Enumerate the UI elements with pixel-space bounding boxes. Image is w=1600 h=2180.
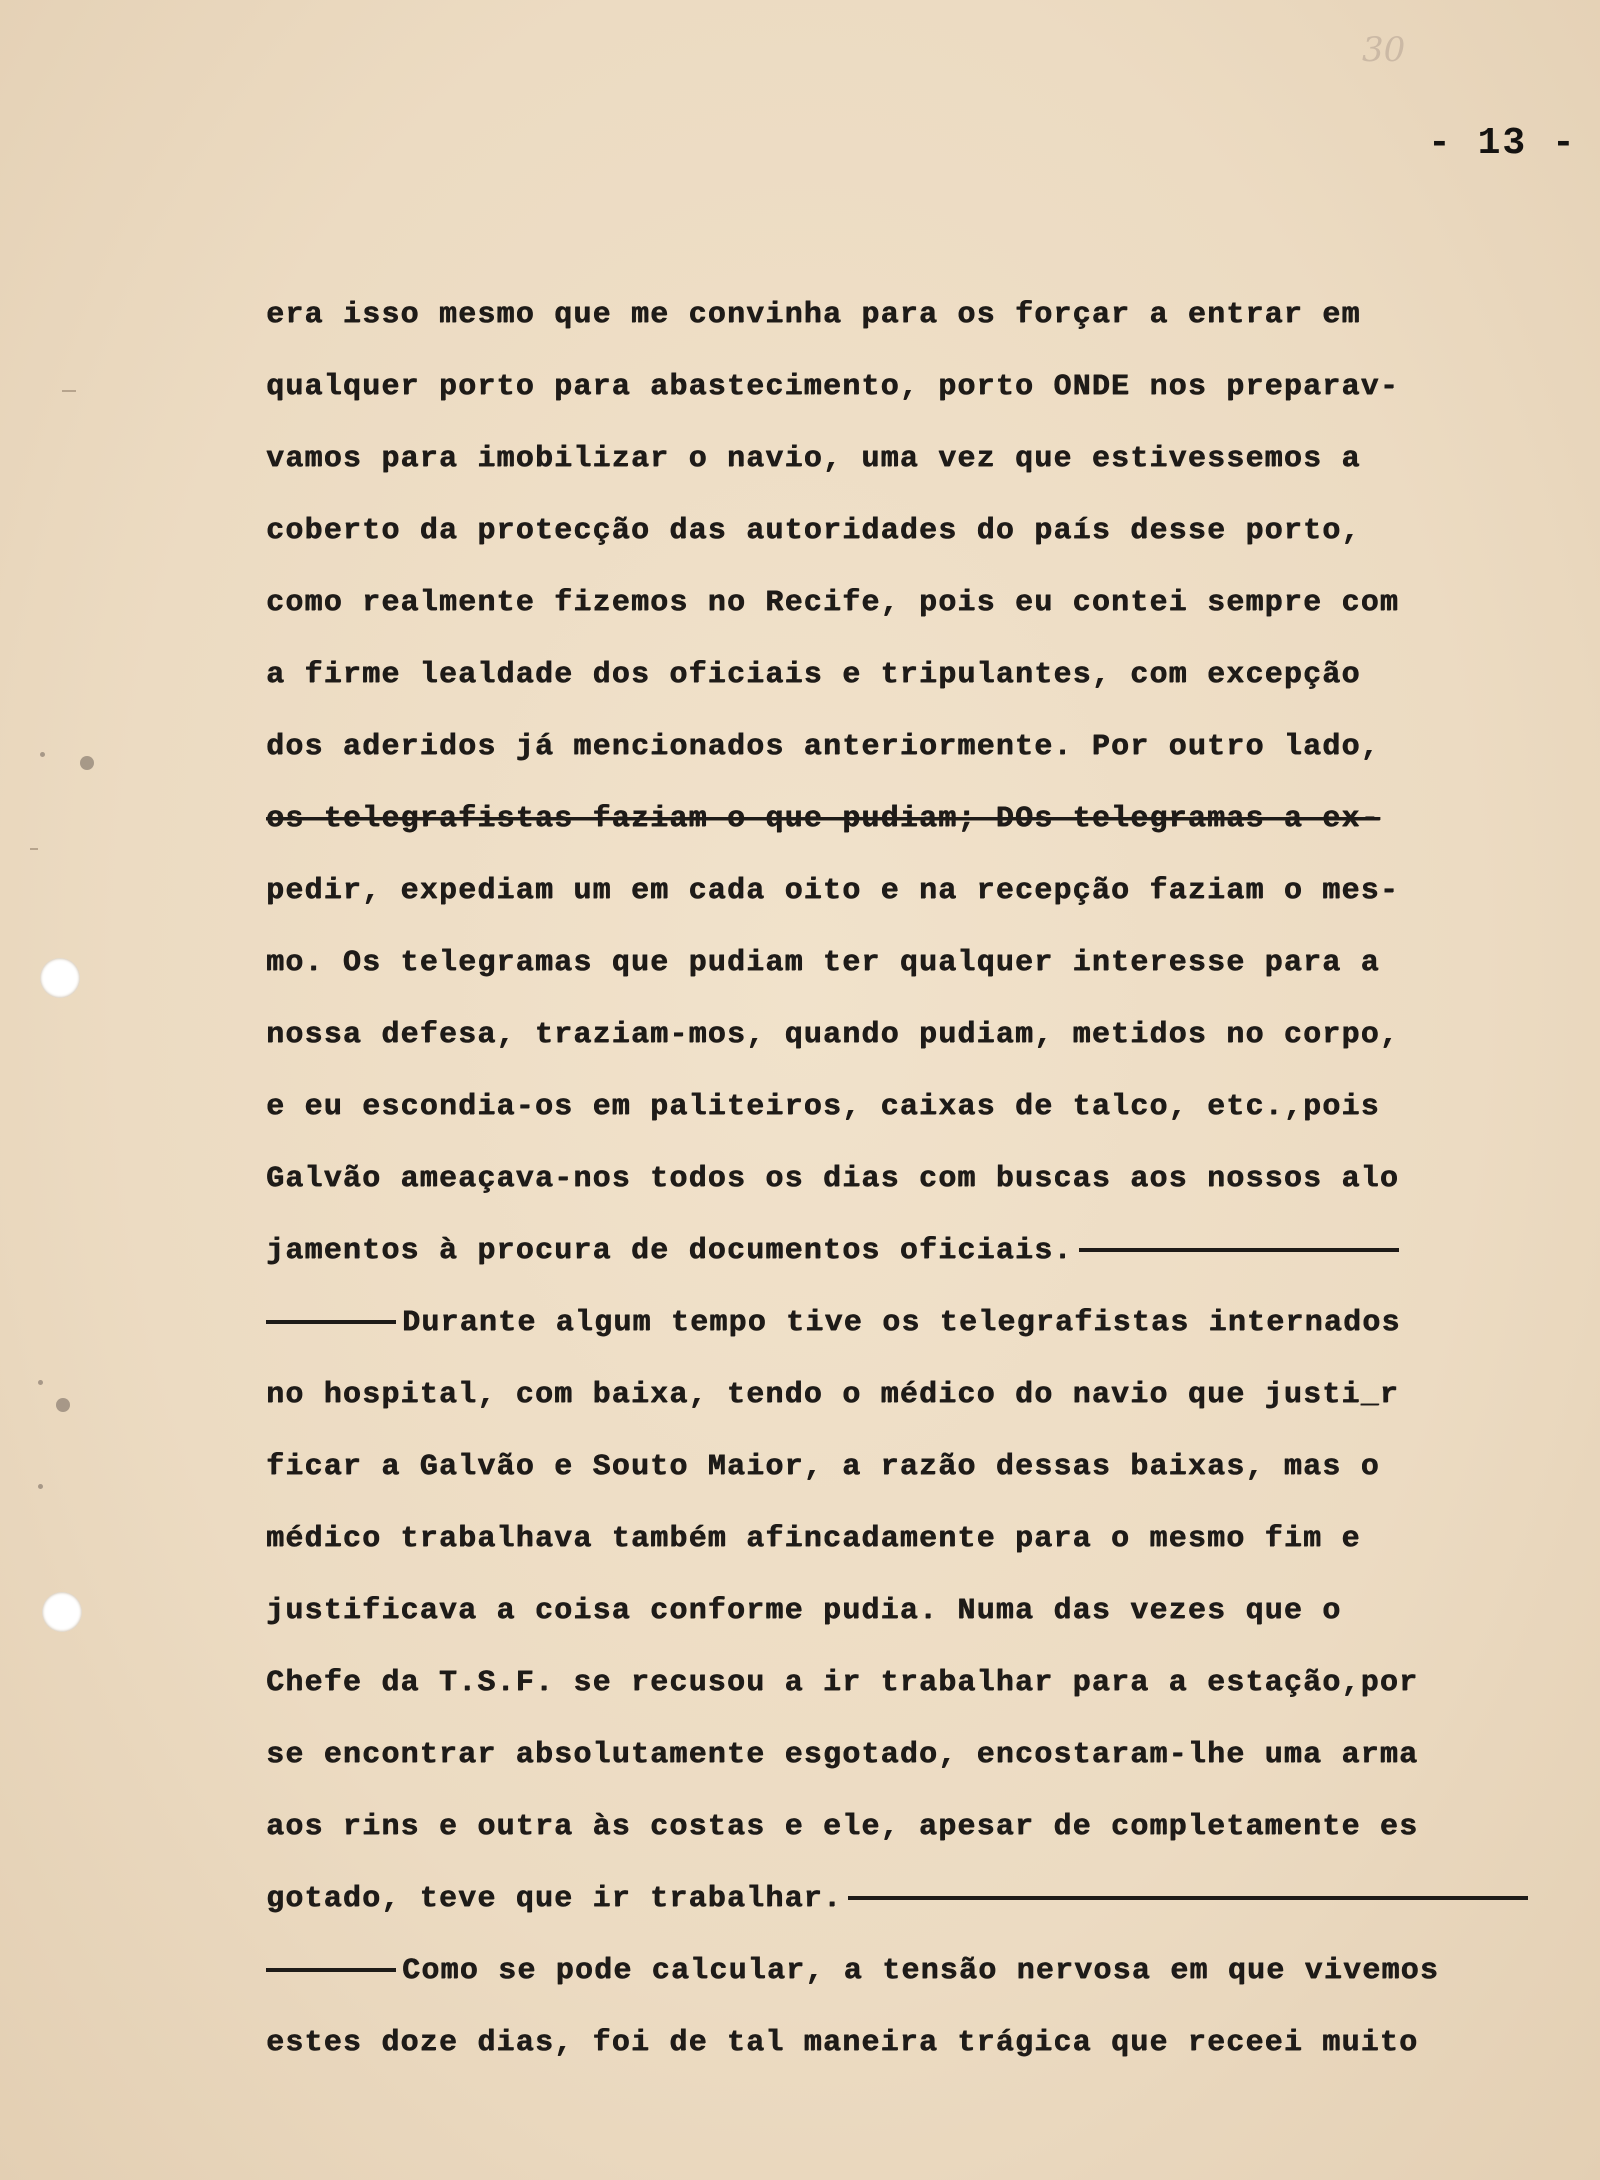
text-line: mo. Os telegramas que pudiam ter qualquer interesse para a [266, 946, 1380, 980]
paper-mark [62, 390, 76, 392]
paragraph-start-line [266, 1946, 1516, 2018]
text-line: ficar a Galvão e Souto Maior, a razão dessas baixas, mas o [266, 1450, 1380, 1484]
text-line: a firme lealdade dos oficiais e tripulantes, com excepção [266, 658, 1361, 692]
text-segment: jamentos à procura de documentos oficiais. [266, 1234, 1073, 1268]
text-line: qualquer porto para abastecimento, porto ONDE nos preparav- [266, 370, 1399, 404]
text-line: e eu escondia-os em paliteiros, caixas de talco, etc.,pois [266, 1090, 1380, 1124]
text-line: nossa defesa, traziam-mos, quando pudiam, metidos no corpo, [266, 1018, 1399, 1052]
typewritten-body [266, 290, 1516, 2090]
text-line-with-rule [266, 1874, 1516, 1946]
text-line: era isso mesmo que me convinha para os forçar a entrar em [266, 298, 1361, 332]
text-line: no hospital, com baixa, tendo o médico do navio que justi_r [266, 1378, 1399, 1412]
paper-speck [38, 1484, 43, 1489]
page-number: - 13 - [1428, 122, 1577, 165]
fill-rule [848, 1896, 1528, 1900]
indent-rule [266, 1320, 396, 1324]
paper-speck [56, 1398, 70, 1412]
paper-mark [30, 848, 38, 850]
text-line: médico trabalhava também afincadamente para o mesmo fim e [266, 1522, 1361, 1556]
text-line: Galvão ameaçava-nos todos os dias com buscas aos nossos alo [266, 1162, 1399, 1196]
fill-rule [1079, 1248, 1399, 1252]
text-segment: Como se pode calcular, a tensão nervosa em que vivemos [402, 1954, 1439, 1988]
text-line: estes doze dias, foi de tal maneira trágica que receei muito [266, 2026, 1419, 2060]
paper-speck [80, 756, 94, 770]
text-line: Chefe da T.S.F. se recusou a ir trabalhar para a estação,por [266, 1666, 1419, 1700]
text-line: coberto da protecção das autoridades do país desse porto, [266, 514, 1361, 548]
text-line: justificava a coisa conforme pudia. Numa das vezes que o [266, 1594, 1342, 1628]
text-line: vamos para imobilizar o navio, uma vez que estivessemos a [266, 442, 1361, 476]
indent-rule [266, 1968, 396, 1972]
binder-hole-bottom [42, 1592, 82, 1632]
struck-through-line: os telegrafistas faziam o que pudiam; DOs telegramas a ex- [266, 802, 1380, 836]
text-line: como realmente fizemos no Recife, pois eu contei sempre com [266, 586, 1399, 620]
text-segment: gotado, teve que ir trabalhar. [266, 1882, 843, 1916]
paragraph-start-line [266, 1298, 1516, 1370]
text-line-with-rule [266, 1226, 1516, 1298]
pencil-folio-number: 30 [1362, 30, 1406, 70]
text-line: se encontrar absolutamente esgotado, encostaram-lhe uma arma [266, 1738, 1419, 1772]
paper-speck [40, 752, 45, 757]
text-segment: Durante algum tempo tive os telegrafistas internados [402, 1306, 1401, 1340]
binder-hole-top [40, 958, 80, 998]
text-line: pedir, expediam um em cada oito e na recepção faziam o mes- [266, 874, 1399, 908]
text-line: aos rins e outra às costas e ele, apesar de completamente es [266, 1810, 1419, 1844]
paper-speck [38, 1380, 43, 1385]
text-line: dos aderidos já mencionados anteriormente. Por outro lado, [266, 730, 1380, 764]
